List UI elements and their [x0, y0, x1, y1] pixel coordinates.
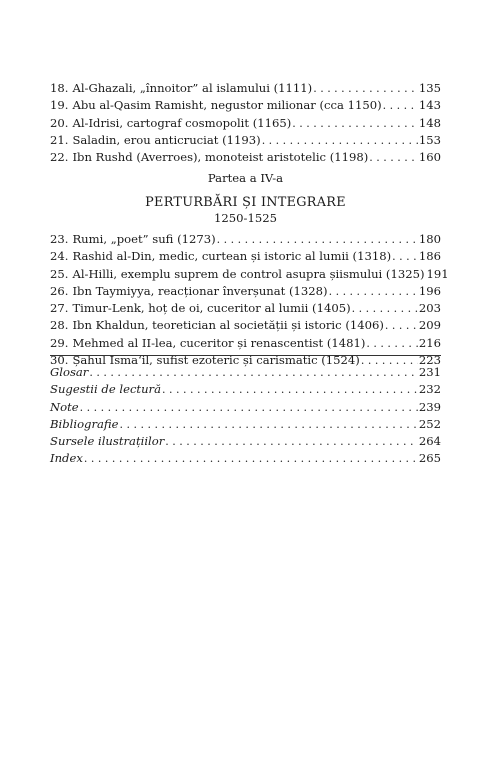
- dot-leader: [165, 433, 418, 450]
- toc-entry: [50, 266, 449, 283]
- entry-number: 19.: [50, 98, 69, 113]
- dot-leader: [80, 399, 418, 416]
- dot-leader: [89, 364, 418, 381]
- entry-page-number: 153: [418, 132, 441, 147]
- dot-leader: [162, 381, 418, 398]
- dot-leader: [383, 97, 418, 114]
- dot-leader: [292, 115, 418, 132]
- dot-leader: [217, 231, 418, 248]
- dot-leader: [392, 248, 418, 265]
- part-label: Partea a IV-a: [207, 171, 284, 185]
- entry-title: Rashid al-Din, medic, curtean și istoric al lumii (1318): [72, 249, 392, 264]
- toc-entry: [50, 300, 441, 317]
- toc-entry: [50, 450, 441, 467]
- toc-entry: [50, 132, 441, 149]
- entry-page-number: 231: [418, 365, 441, 379]
- entry-title: Al-Idrisi, cartograf cosmopolit (1165): [72, 115, 292, 130]
- entry-page-number: 203: [418, 301, 441, 316]
- entry-title: Note: [50, 399, 79, 414]
- entry-page-number: 143: [418, 98, 441, 113]
- entry-title: Glosar: [50, 365, 89, 379]
- entry-title: Saladin, erou anticruciat (1193): [72, 132, 261, 147]
- dot-leader: [369, 149, 418, 166]
- entry-number: 26.: [50, 283, 69, 298]
- entry-page-number: 265: [418, 451, 441, 466]
- entry-number: 27.: [50, 301, 69, 316]
- part-heading: [50, 170, 441, 226]
- dot-leader: [84, 450, 418, 467]
- toc-entry: [50, 80, 441, 97]
- section-divider: [50, 355, 441, 356]
- entry-title: Timur-Lenk, hoț de oi, cuceritor al lumii (1405): [72, 301, 351, 316]
- dot-leader: [385, 317, 418, 334]
- entry-page-number: 264: [418, 434, 441, 449]
- entry-title: Sursele ilustrațiilor: [50, 434, 165, 449]
- dot-leader: [262, 132, 418, 149]
- entry-number: 20.: [50, 115, 69, 130]
- entry-number: 24.: [50, 249, 69, 264]
- toc-entry: [50, 433, 441, 450]
- toc-entry: [50, 231, 441, 248]
- entry-title: Ibn Taymiyya, reacționar înverșunat (1328): [72, 283, 328, 298]
- entry-page-number: 232: [418, 382, 441, 397]
- toc-entry: [50, 317, 441, 334]
- dot-leader: [366, 335, 417, 352]
- entry-title: Index: [50, 451, 83, 466]
- entry-title: Mehmed al II-lea, cuceritor și renascentist (1481): [72, 335, 366, 350]
- entry-title: Sugestii de lectură: [50, 382, 162, 397]
- toc-entry: [50, 364, 441, 381]
- entry-number: 21.: [50, 132, 69, 147]
- part-title: PERTURBĂRI ȘI INTEGRARE: [145, 195, 346, 210]
- part-years: 1250-1525: [214, 211, 277, 225]
- toc-part4-list: [50, 231, 449, 369]
- entry-page-number: 196: [418, 283, 441, 298]
- toc-entry: [50, 399, 441, 416]
- entry-number: 22.: [50, 150, 69, 165]
- toc-entry: [50, 149, 441, 166]
- entry-number: 30.: [50, 353, 69, 368]
- toc-entry: [50, 335, 441, 352]
- entry-title: Ibn Rushd (Averroes), monoteist aristotelic (1198): [72, 150, 369, 165]
- entry-number: 28.: [50, 318, 69, 333]
- entry-title: Bibliografie: [50, 416, 119, 431]
- entry-page-number: 216: [418, 335, 441, 350]
- toc-entry: [50, 416, 441, 433]
- entry-page-number: 180: [418, 232, 441, 246]
- dot-leader: [352, 300, 418, 317]
- dot-leader: [329, 283, 418, 300]
- dot-leader: [120, 416, 418, 433]
- dot-leader: [313, 80, 418, 97]
- entry-page-number: 209: [418, 318, 441, 333]
- toc-part3-list: [50, 80, 441, 166]
- entry-page-number: 160: [418, 150, 441, 165]
- entry-number: 18.: [50, 81, 69, 95]
- entry-page-number: 191: [426, 266, 449, 281]
- entry-title: Ibn Khaldun, teoretician al societății și istoric (1406): [72, 318, 384, 333]
- toc-entry: [50, 381, 441, 398]
- entry-number: 29.: [50, 335, 69, 350]
- entry-title: Șahul Isma‘il, sufist ezoteric și carismatic (1524): [72, 353, 360, 368]
- entry-page-number: 186: [418, 249, 441, 264]
- toc-entry: [50, 248, 441, 265]
- entry-number: 23.: [50, 232, 69, 246]
- entry-title: Al-Ghazali, „înnoitor” al islamului (1111): [72, 81, 313, 95]
- entry-page-number: 239: [418, 399, 441, 414]
- toc-entry: [50, 283, 441, 300]
- entry-page-number: 223: [418, 353, 441, 368]
- toc-entry: [50, 115, 441, 132]
- entry-page-number: 148: [418, 115, 441, 130]
- entry-title: Abu al-Qasim Ramisht, negustor milionar (cca 1150): [72, 98, 382, 113]
- entry-title: Rumi, „poet” sufi (1273): [72, 232, 216, 246]
- entry-page-number: 252: [418, 416, 441, 431]
- entry-title: Al-Hilli, exemplu suprem de control asupra șiismului (1325): [72, 266, 425, 281]
- entry-page-number: 135: [418, 81, 441, 95]
- entry-number: 25.: [50, 266, 69, 281]
- toc-back-matter-list: [50, 364, 441, 468]
- toc-entry: [50, 97, 441, 114]
